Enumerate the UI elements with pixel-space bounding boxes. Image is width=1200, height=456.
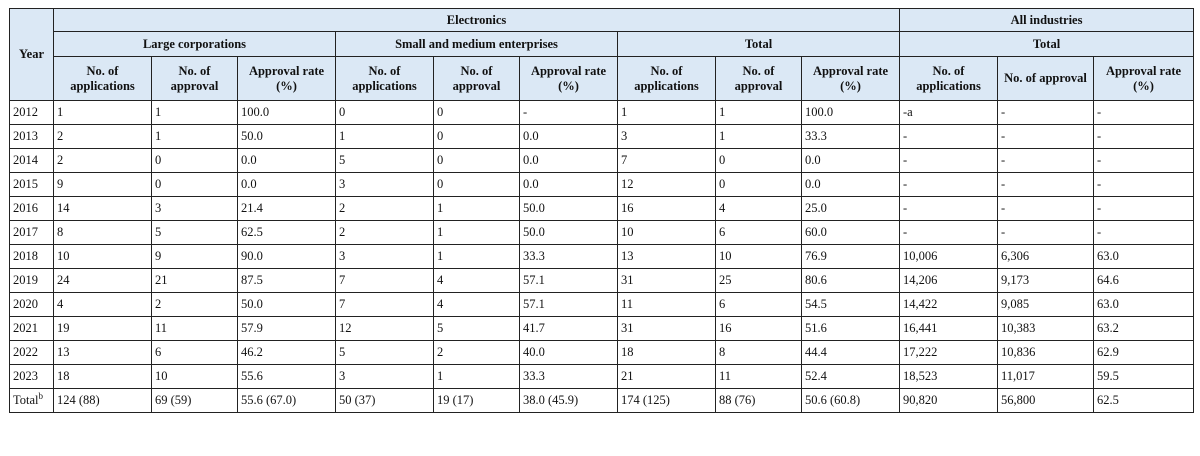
value-cell: 16 <box>716 317 802 341</box>
year-cell: 2019 <box>10 269 54 293</box>
value-cell: 33.3 <box>520 365 618 389</box>
value-cell: 11 <box>152 317 238 341</box>
col-header-approval-rate: Approval rate (%) <box>238 57 336 101</box>
value-cell: 0.0 <box>520 125 618 149</box>
group-header-electronics-total: Total <box>618 32 900 57</box>
value-cell: 0.0 <box>802 149 900 173</box>
col-header-applications: No. of applications <box>336 57 434 101</box>
value-cell: 5 <box>152 221 238 245</box>
value-cell: 25 <box>716 269 802 293</box>
total-value-cell: 56,800 <box>998 389 1094 413</box>
year-header: Year <box>10 9 54 101</box>
value-cell: 62.5 <box>238 221 336 245</box>
total-value-cell: 88 (76) <box>716 389 802 413</box>
value-cell: 41.7 <box>520 317 618 341</box>
value-cell: 60.0 <box>802 221 900 245</box>
value-cell: 0 <box>152 149 238 173</box>
value-cell: 57.1 <box>520 269 618 293</box>
total-value-cell: 174 (125) <box>618 389 716 413</box>
value-cell: 1 <box>434 197 520 221</box>
value-cell: 12 <box>618 173 716 197</box>
total-row <box>10 389 1194 413</box>
value-cell: - <box>998 173 1094 197</box>
value-cell: 52.4 <box>802 365 900 389</box>
value-cell: 9,173 <box>998 269 1094 293</box>
table-row <box>10 293 1194 317</box>
value-cell: 13 <box>54 341 152 365</box>
value-cell: 12 <box>336 317 434 341</box>
year-cell: 2023 <box>10 365 54 389</box>
table-row <box>10 101 1194 125</box>
value-cell: 2 <box>54 149 152 173</box>
table-row <box>10 365 1194 389</box>
value-cell: 80.6 <box>802 269 900 293</box>
value-cell: 9,085 <box>998 293 1094 317</box>
value-cell: 1 <box>434 245 520 269</box>
value-cell: 0 <box>434 101 520 125</box>
total-value-cell: 50 (37) <box>336 389 434 413</box>
value-cell: 11,017 <box>998 365 1094 389</box>
total-value-cell: 55.6 (67.0) <box>238 389 336 413</box>
value-cell: 1 <box>152 125 238 149</box>
value-cell: 14,422 <box>900 293 998 317</box>
value-cell: 21 <box>618 365 716 389</box>
value-cell: 90.0 <box>238 245 336 269</box>
total-value-cell: 38.0 (45.9) <box>520 389 618 413</box>
value-cell: 1 <box>618 101 716 125</box>
value-cell: 21.4 <box>238 197 336 221</box>
col-header-approval: No. of approval <box>998 57 1094 101</box>
value-cell: 7 <box>336 269 434 293</box>
year-cell: 2020 <box>10 293 54 317</box>
table-header <box>10 9 1194 101</box>
table-row <box>10 125 1194 149</box>
total-label-cell <box>10 389 54 413</box>
value-cell: - <box>998 197 1094 221</box>
value-cell: 0.0 <box>238 173 336 197</box>
total-value-cell: 124 (88) <box>54 389 152 413</box>
value-cell: 24 <box>54 269 152 293</box>
value-cell: 18 <box>618 341 716 365</box>
value-cell: 1 <box>716 101 802 125</box>
value-cell: 9 <box>152 245 238 269</box>
value-cell: 33.3 <box>520 245 618 269</box>
column-header-row <box>10 57 1194 101</box>
value-cell: 11 <box>618 293 716 317</box>
total-value-cell: 90,820 <box>900 389 998 413</box>
all-industries-header: All industries <box>900 9 1194 32</box>
group-header-sme: Small and medium enterprises <box>336 32 618 57</box>
table-row <box>10 221 1194 245</box>
total-footnote-marker: b <box>38 390 44 401</box>
value-cell: 87.5 <box>238 269 336 293</box>
value-cell: - <box>1094 149 1194 173</box>
value-cell: 0.0 <box>802 173 900 197</box>
value-cell: 50.0 <box>520 197 618 221</box>
value-cell: 2 <box>434 341 520 365</box>
value-cell: 50.0 <box>520 221 618 245</box>
value-cell: 2 <box>336 221 434 245</box>
value-cell: 4 <box>434 293 520 317</box>
value-cell: - <box>1094 197 1194 221</box>
value-cell: 14 <box>54 197 152 221</box>
value-cell: 0 <box>716 149 802 173</box>
value-cell: 18,523 <box>900 365 998 389</box>
value-cell: 44.4 <box>802 341 900 365</box>
value-cell: 31 <box>618 269 716 293</box>
value-cell: 6,306 <box>998 245 1094 269</box>
value-cell: 46.2 <box>238 341 336 365</box>
value-cell: - <box>998 149 1094 173</box>
value-cell: 10 <box>152 365 238 389</box>
value-cell: 21 <box>152 269 238 293</box>
value-cell: 7 <box>336 293 434 317</box>
value-cell: - <box>900 125 998 149</box>
value-cell: - <box>900 149 998 173</box>
value-cell: 3 <box>336 365 434 389</box>
year-cell: 2018 <box>10 245 54 269</box>
value-cell: 0 <box>336 101 434 125</box>
year-cell: 2012 <box>10 101 54 125</box>
value-cell: 59.5 <box>1094 365 1194 389</box>
value-cell: 0 <box>434 149 520 173</box>
value-cell: 3 <box>336 245 434 269</box>
group-header-all-industries-total: Total <box>900 32 1194 57</box>
value-cell: 18 <box>54 365 152 389</box>
value-cell: 1 <box>434 221 520 245</box>
value-cell: 31 <box>618 317 716 341</box>
value-cell: 63.0 <box>1094 293 1194 317</box>
value-cell: 64.6 <box>1094 269 1194 293</box>
value-cell: 11 <box>716 365 802 389</box>
col-header-approval: No. of approval <box>434 57 520 101</box>
value-cell: 17,222 <box>900 341 998 365</box>
table-row <box>10 245 1194 269</box>
value-cell: 62.9 <box>1094 341 1194 365</box>
col-header-applications: No. of applications <box>54 57 152 101</box>
col-header-approval: No. of approval <box>152 57 238 101</box>
value-cell: 51.6 <box>802 317 900 341</box>
value-cell: - <box>900 221 998 245</box>
value-cell: 0 <box>434 173 520 197</box>
value-cell: 8 <box>716 341 802 365</box>
value-cell: 1 <box>152 101 238 125</box>
value-cell: 10,006 <box>900 245 998 269</box>
value-cell: 63.0 <box>1094 245 1194 269</box>
col-header-approval-rate: Approval rate (%) <box>1094 57 1194 101</box>
value-cell: 4 <box>54 293 152 317</box>
value-cell: 3 <box>336 173 434 197</box>
value-cell: 10 <box>716 245 802 269</box>
value-cell: 5 <box>336 149 434 173</box>
value-cell: 10 <box>618 221 716 245</box>
value-cell: 6 <box>152 341 238 365</box>
value-cell: - <box>1094 125 1194 149</box>
table-row <box>10 197 1194 221</box>
value-cell: 10 <box>54 245 152 269</box>
value-cell: 4 <box>716 197 802 221</box>
value-cell: 2 <box>336 197 434 221</box>
value-cell: 57.9 <box>238 317 336 341</box>
total-value-cell: 50.6 (60.8) <box>802 389 900 413</box>
value-cell: 3 <box>152 197 238 221</box>
value-cell: 1 <box>716 125 802 149</box>
value-cell: 16 <box>618 197 716 221</box>
value-cell: 9 <box>54 173 152 197</box>
value-cell: 76.9 <box>802 245 900 269</box>
value-cell: 55.6 <box>238 365 336 389</box>
table-row <box>10 317 1194 341</box>
approval-statistics-table <box>9 8 1194 413</box>
value-cell: 10,383 <box>998 317 1094 341</box>
year-cell: 2021 <box>10 317 54 341</box>
value-cell: 4 <box>434 269 520 293</box>
year-cell: 2013 <box>10 125 54 149</box>
value-cell: 1 <box>54 101 152 125</box>
value-cell: 57.1 <box>520 293 618 317</box>
value-cell: 25.0 <box>802 197 900 221</box>
col-header-approval: No. of approval <box>716 57 802 101</box>
table-row <box>10 149 1194 173</box>
value-cell: - <box>900 197 998 221</box>
value-cell: 7 <box>618 149 716 173</box>
value-cell: 6 <box>716 221 802 245</box>
total-value-cell: 19 (17) <box>434 389 520 413</box>
year-cell: 2014 <box>10 149 54 173</box>
value-cell: 16,441 <box>900 317 998 341</box>
value-cell: - <box>1094 221 1194 245</box>
value-cell: 13 <box>618 245 716 269</box>
data-table-container <box>9 8 1193 448</box>
value-cell: 5 <box>434 317 520 341</box>
value-cell: 1 <box>336 125 434 149</box>
value-cell: - <box>998 125 1094 149</box>
value-cell: 33.3 <box>802 125 900 149</box>
value-cell: 0 <box>152 173 238 197</box>
table-row <box>10 269 1194 293</box>
electronics-header: Electronics <box>54 9 900 32</box>
value-cell: - <box>998 221 1094 245</box>
value-cell: 19 <box>54 317 152 341</box>
value-cell: 50.0 <box>238 293 336 317</box>
value-cell: 10,836 <box>998 341 1094 365</box>
value-cell: - <box>900 173 998 197</box>
value-cell: - <box>1094 101 1194 125</box>
value-cell: 100.0 <box>238 101 336 125</box>
col-header-applications: No. of applications <box>618 57 716 101</box>
value-cell: 63.2 <box>1094 317 1194 341</box>
total-value-cell: 69 (59) <box>152 389 238 413</box>
table-row <box>10 341 1194 365</box>
value-cell: 2 <box>54 125 152 149</box>
value-cell: 0.0 <box>520 149 618 173</box>
value-cell: - <box>520 101 618 125</box>
value-cell: - <box>998 101 1094 125</box>
col-header-approval-rate: Approval rate (%) <box>520 57 618 101</box>
year-cell: 2016 <box>10 197 54 221</box>
total-value-cell: 62.5 <box>1094 389 1194 413</box>
value-cell: 40.0 <box>520 341 618 365</box>
value-cell: 100.0 <box>802 101 900 125</box>
value-cell: 3 <box>618 125 716 149</box>
value-cell: -a <box>900 101 998 125</box>
col-header-approval-rate: Approval rate (%) <box>802 57 900 101</box>
value-cell: 0 <box>434 125 520 149</box>
col-header-applications: No. of applications <box>900 57 998 101</box>
table-row <box>10 173 1194 197</box>
value-cell: 1 <box>434 365 520 389</box>
group-header-large-corporations: Large corporations <box>54 32 336 57</box>
year-cell: 2015 <box>10 173 54 197</box>
value-cell: 5 <box>336 341 434 365</box>
table-body <box>10 101 1194 413</box>
value-cell: 2 <box>152 293 238 317</box>
year-cell: 2022 <box>10 341 54 365</box>
total-label: Total <box>13 393 39 407</box>
value-cell: 6 <box>716 293 802 317</box>
value-cell: 14,206 <box>900 269 998 293</box>
value-cell: 0 <box>716 173 802 197</box>
value-cell: - <box>1094 173 1194 197</box>
value-cell: 50.0 <box>238 125 336 149</box>
value-cell: 0.0 <box>238 149 336 173</box>
value-cell: 54.5 <box>802 293 900 317</box>
year-cell: 2017 <box>10 221 54 245</box>
value-cell: 0.0 <box>520 173 618 197</box>
value-cell: 8 <box>54 221 152 245</box>
